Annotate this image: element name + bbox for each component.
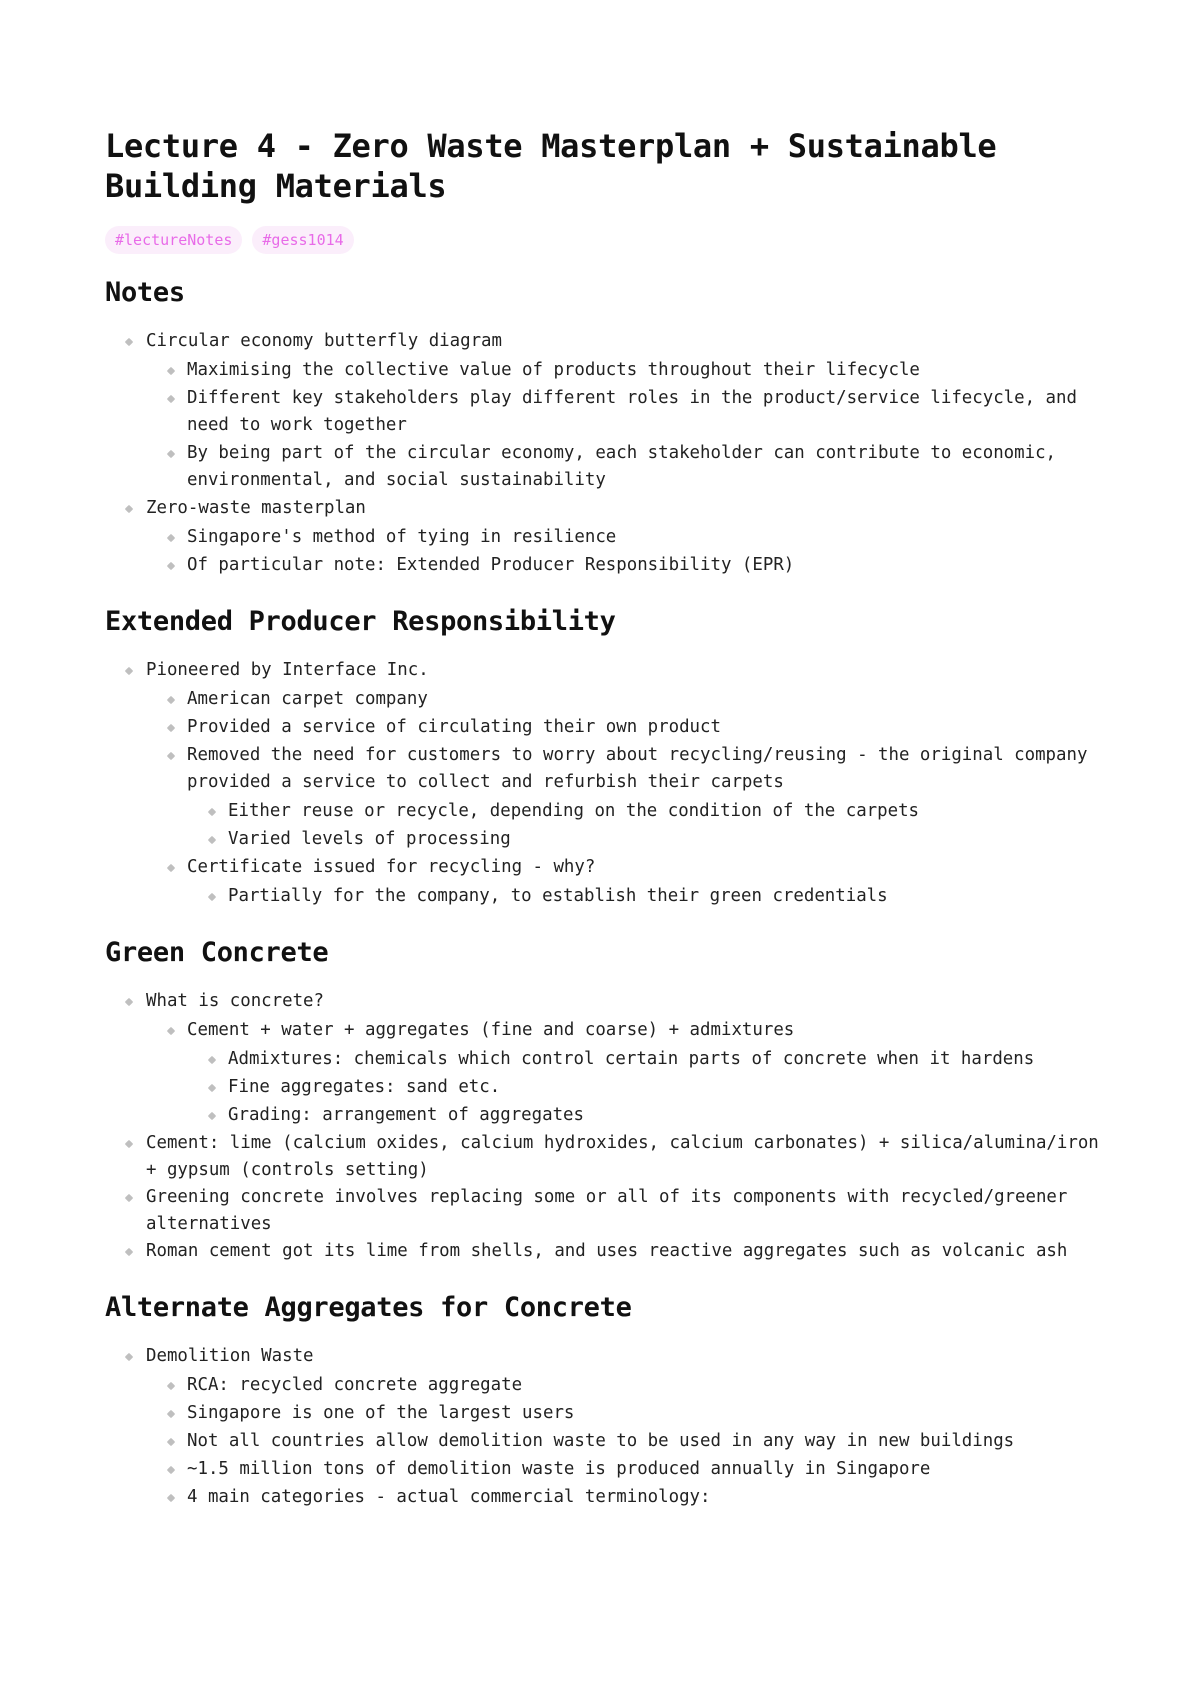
list-item-text: Singapore's method of tying in resilience xyxy=(187,527,617,547)
list-item-text: 4 main categories - actual commercial terminology: xyxy=(187,1487,711,1507)
list-item xyxy=(146,1484,1104,1511)
list-item-text: Provided a service of circulating their own product xyxy=(187,717,721,737)
bullet-list-level-2 xyxy=(146,524,1104,579)
list-item xyxy=(105,495,1104,579)
bullet-list-level-2 xyxy=(146,357,1104,494)
list-item-text: Either reuse or recycle, depending on the condition of the carpets xyxy=(228,801,920,821)
list-item xyxy=(187,1074,1104,1101)
list-item xyxy=(146,1017,1104,1129)
list-item-text: Maximising the collective value of products throughout their lifecycle xyxy=(187,360,920,380)
list-item xyxy=(146,440,1104,494)
page-title: Lecture 4 - Zero Waste Masterplan + Sustainable Building Materials xyxy=(105,127,997,205)
list-item-text: Grading: arrangement of aggregates xyxy=(228,1105,584,1125)
list-item xyxy=(105,1343,1104,1511)
list-item-text: Different key stakeholders play different roles in the product/service lifecycle, and need to work together xyxy=(187,388,1077,435)
list-item xyxy=(105,657,1104,910)
list-item-text: Pioneered by Interface Inc. xyxy=(146,660,429,680)
list-item xyxy=(105,1238,1104,1265)
tag-lecture-notes[interactable]: #lectureNotes xyxy=(105,226,242,254)
list-item xyxy=(146,385,1104,439)
list-item xyxy=(105,1184,1104,1238)
list-item-text: ~1.5 million tons of demolition waste is produced annually in Singapore xyxy=(187,1459,931,1479)
list-item xyxy=(146,357,1104,384)
list-item-text: Removed the need for customers to worry about recycling/reusing - the original company provided a service to collect and refurbish their carpets xyxy=(187,745,1088,792)
tag-list xyxy=(105,226,1104,254)
list-item xyxy=(146,1428,1104,1455)
section-heading: Notes xyxy=(105,277,185,308)
list-item xyxy=(146,524,1104,551)
bullet-list-level-3 xyxy=(187,798,1104,853)
list-item-text: Admixtures: chemicals which control certain parts of concrete when it hardens xyxy=(228,1049,1035,1069)
list-item-text: What is concrete? xyxy=(146,991,324,1011)
list-item xyxy=(146,714,1104,741)
list-item xyxy=(146,742,1104,853)
list-item-text: RCA: recycled concrete aggregate xyxy=(187,1375,523,1395)
document-body xyxy=(105,276,1104,1511)
bullet-list-level-1 xyxy=(105,988,1104,1265)
section-heading: Green Concrete xyxy=(105,937,329,968)
list-item xyxy=(146,1372,1104,1399)
bullet-list-level-2 xyxy=(146,686,1104,910)
list-item-text: Demolition Waste xyxy=(146,1346,314,1366)
list-item-text: Cement + water + aggregates (fine and coarse) + admixtures xyxy=(187,1020,795,1040)
bullet-list-level-3 xyxy=(187,883,1104,910)
list-item xyxy=(146,686,1104,713)
list-item-text: Greening concrete involves replacing some or all of its components with recycled/greener alternatives xyxy=(146,1187,1068,1234)
list-item-text: Singapore is one of the largest users xyxy=(187,1403,575,1423)
list-item-text: Circular economy butterfly diagram xyxy=(146,331,502,351)
list-item xyxy=(146,854,1104,910)
list-item xyxy=(146,552,1104,579)
list-item-text: Of particular note: Extended Producer Responsibility (EPR) xyxy=(187,555,795,575)
section-heading: Alternate Aggregates for Concrete xyxy=(105,1292,632,1323)
tag-gess1014[interactable]: #gess1014 xyxy=(252,226,353,254)
list-item-text: Cement: lime (calcium oxides, calcium hydroxides, calcium carbonates) + silica/alumina/iron + gypsum (controls setting) xyxy=(146,1133,1099,1180)
bullet-list-level-1 xyxy=(105,328,1104,579)
bullet-list-level-2 xyxy=(146,1372,1104,1511)
list-item-text: Not all countries allow demolition waste to be used in any way in new buildings xyxy=(187,1431,1015,1451)
list-item-text: Varied levels of processing xyxy=(228,829,511,849)
list-item xyxy=(105,1130,1104,1184)
list-item xyxy=(105,988,1104,1129)
list-item-text: By being part of the circular economy, each stakeholder can contribute to economic, environmental, and social sustainability xyxy=(187,443,1057,490)
list-item xyxy=(146,1456,1104,1483)
list-item xyxy=(187,1102,1104,1129)
list-item xyxy=(187,798,1104,825)
list-item-text: Roman cement got its lime from shells, and uses reactive aggregates such as volcanic ash xyxy=(146,1241,1068,1261)
list-item-text: Fine aggregates: sand etc. xyxy=(228,1077,501,1097)
bullet-list-level-1 xyxy=(105,657,1104,910)
list-item-text: Zero-waste masterplan xyxy=(146,498,366,518)
bullet-list-level-3 xyxy=(187,1046,1104,1129)
list-item-text: Certificate issued for recycling - why? xyxy=(187,857,596,877)
list-item xyxy=(187,1046,1104,1073)
list-item xyxy=(187,826,1104,853)
list-item xyxy=(105,328,1104,494)
list-item-text: Partially for the company, to establish their green credentials xyxy=(228,886,888,906)
bullet-list-level-2 xyxy=(146,1017,1104,1129)
list-item xyxy=(146,1400,1104,1427)
section-heading: Extended Producer Responsibility xyxy=(105,606,616,637)
list-item xyxy=(187,883,1104,910)
bullet-list-level-1 xyxy=(105,1343,1104,1511)
list-item-text: American carpet company xyxy=(187,689,428,709)
